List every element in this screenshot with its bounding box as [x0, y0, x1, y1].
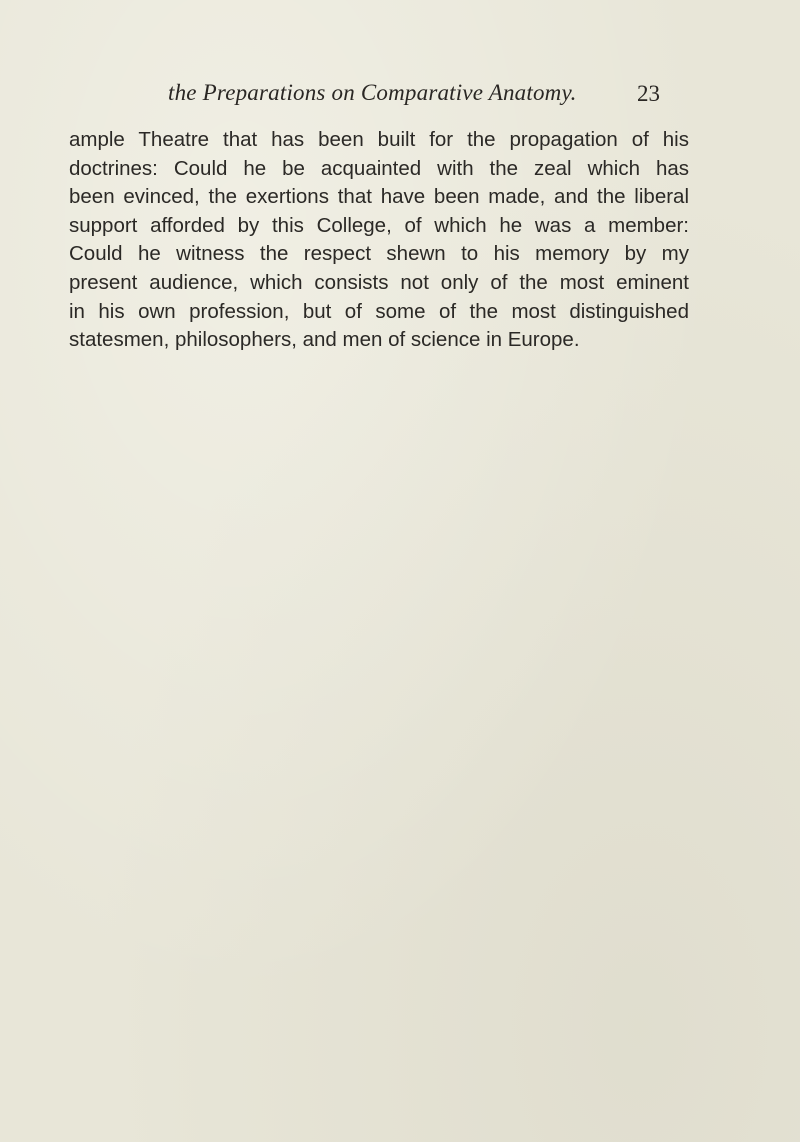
text-line: statesmen, philosophers, and men of science in Europe.	[69, 328, 580, 352]
text-line: support afforded by this College, of which he was a member:	[69, 213, 689, 237]
text-line: ample Theatre that has been built for the propagation of his	[69, 128, 689, 151]
body-paragraph	[69, 126, 689, 355]
text-line: Could he witness the respect shewn to his memory by my	[69, 242, 689, 266]
text-line: in his own profession, but of some of the most distinguished	[69, 299, 689, 323]
text-line: present audience, which consists not only of the most eminent	[69, 270, 689, 294]
text-line: been evinced, the exertions that have been made, and the liberal	[69, 185, 689, 209]
running-head-title: the Preparations on Comparative Anatomy.	[168, 80, 577, 105]
page-number: 23	[637, 81, 660, 106]
text-line: doctrines: Could he be acquainted with the zeal which has	[69, 156, 689, 180]
running-head	[0, 80, 800, 114]
